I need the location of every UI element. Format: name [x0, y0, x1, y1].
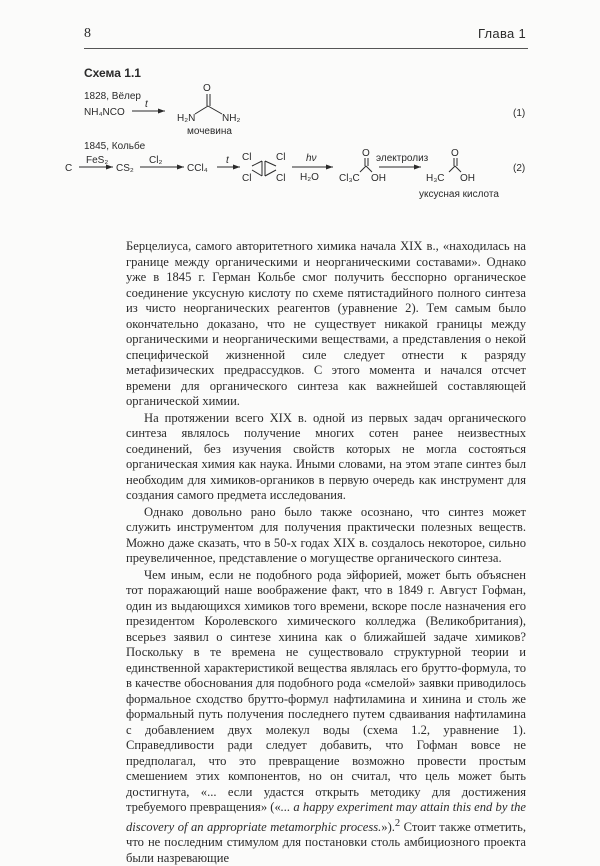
eq2-ccl4: CCl₄: [187, 163, 208, 174]
tce-cl-top-right: Cl: [276, 152, 285, 163]
paragraph-3: Однако довольно рано было также осознано, что синтез может служить инструментом для получения практически полезных веществ. Можно даже сказать, что в 50-х годах XIX в. создалось некоторое, сильно преувеличенное, представление о могуществе органического синтеза.: [126, 505, 526, 567]
tca-left-group: Cl₃C: [339, 173, 360, 184]
eq2-h2o: H₂O: [300, 172, 319, 183]
tca-oxygen: O: [362, 148, 370, 159]
eq2-condition-t: t: [226, 155, 230, 166]
eq2-year-author: 1845, Кольбе: [84, 140, 146, 152]
eq1-reactant: NH₄NCO: [84, 107, 125, 118]
eq2-cs2: CS₂: [116, 163, 134, 174]
paragraph-2: На протяжении всего XIX в. одной из первых задач органического синтеза являлось получение многих сотен ранее неизвестных соединений, без изучения свойств которых не могла состояться органическая химия как наука. Иными словами, на этом этапе синтез был необходим для химиков-органиков в первую очередь как инструмент для создания самого предмета исследования.: [126, 411, 526, 504]
eq2-reagent-fes2: FeS₂: [86, 155, 108, 166]
paragraph-1: Берцелиуса, самого авторитетного химика начала XIX в., «находилась на границе между органическими и неорганическими составами». Однако уже в 1845 г. Герман Кольбе смог получить бесспорно органическое соединение уксусную кислоту по схеме пятистадийного полного синтеза из чисто неорганических реагентов (уравнение 2). Тем самым было окончательно доказано, что не существует никакой границы между органическими и неорганическими веществами, а представления о некой специфической жизненной силе следует отнести к разряду метафизических предрассудков. С этого момента и начался отсчет времени для органического синтеза как важнейшей составляющей органической химии.: [126, 239, 526, 410]
urea-oxygen: O: [203, 83, 211, 94]
tce-cl-top-left: Cl: [242, 152, 251, 163]
urea-right-n: NH₂: [222, 113, 240, 124]
eq1-year-author: 1828, Вёлер: [84, 91, 141, 102]
urea-left-n: H₂N: [177, 113, 195, 124]
page-number: 8: [84, 26, 91, 42]
tca-oh: OH: [371, 173, 386, 184]
urea-name: мочевина: [187, 126, 232, 137]
reaction-scheme: [0, 0, 600, 236]
quote-close: »).: [381, 820, 395, 834]
tce-cl-bottom-left: Cl: [242, 173, 251, 184]
eq2-number: (2): [513, 163, 525, 174]
acetic-acid-name: уксусная кислота: [419, 189, 499, 200]
eq2-electrolysis: электролиз: [376, 153, 429, 164]
body-text: [126, 239, 526, 866]
paragraph-4-tail: Стоит также отметить, что не последним стимулом для постановки столь амбициозного проекта были назревающие: [126, 820, 526, 865]
running-head: Глава 1: [478, 26, 526, 41]
paragraph-4: [126, 568, 526, 866]
eq1-condition: t: [145, 99, 149, 110]
eq2-hv: hν: [306, 153, 317, 164]
english-quote: ... a happy experiment may attain this end by the discovery of an appropriate metamorphic process.: [126, 800, 526, 834]
eq1-number: (1): [513, 108, 525, 119]
acetic-left-group: H₃C: [426, 173, 445, 184]
acetic-oxygen: O: [451, 148, 459, 159]
acetic-oh: OH: [460, 173, 475, 184]
scheme-title: Схема 1.1: [84, 66, 141, 80]
tce-cl-bottom-right: Cl: [276, 173, 285, 184]
paragraph-4-text: Чем иным, если не подобного рода эйфорией, может быть объяснен тот поражающий наше воображение факт, что в 1849 г. Август Гофман, один из выдающихся химиков того времени, вскоре после назначения его президентом Королевского химического колледжа (Великобритания), всерьез заявил о синтезе хинина как о ближайшей задаче химиков? Поскольку в те времена не существовало структурной теории и единственной характеристикой вещества являлась его брутто-формула, то в качестве обоснования для подобного рода «смелой» заявки приводилось формальное сходство брутто-формул нафтиламина и хинина и столь же формальный путь получения последнего путем сдваивания нафтиламина с добавлением двух молекул воды (схема 1.2, уравнение 1). Справедливости ради следует добавить, что Гофман вовсе не предполагал, что это превращение возможно провести простым смешением этих компонентов, но он считал, что цель может быть достигнута, «... если удастся открыть методику для достижения требуемого превращения» («: [126, 568, 526, 815]
footnote-mark: 2: [395, 818, 400, 829]
eq2-carbon: C: [65, 163, 72, 174]
eq2-reagent-cl2: Cl₂: [149, 155, 162, 166]
